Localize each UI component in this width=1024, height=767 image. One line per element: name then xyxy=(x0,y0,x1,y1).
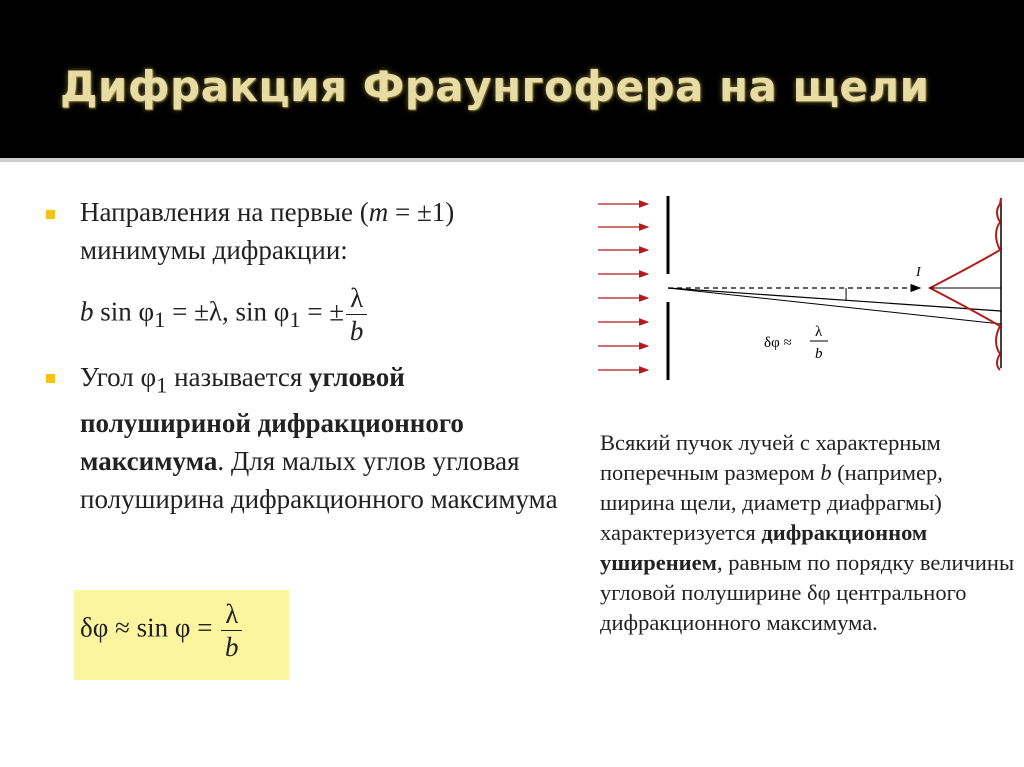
angle-label-denominator: b xyxy=(815,346,823,362)
angle-label: δφ ≈ xyxy=(764,335,792,351)
note-bold-term: дифракционном уширением xyxy=(600,520,928,575)
bullet-1-text xyxy=(80,193,580,269)
slide-title: Дифракция Фраунгофера на щели xyxy=(60,62,930,111)
formula-2-lhs: δφ ≈ sin φ = xyxy=(80,612,220,643)
formula-1-denominator: b xyxy=(349,316,364,346)
formula-2-denominator: b xyxy=(225,632,239,662)
bullet-2-sub: 1 xyxy=(156,372,168,398)
formula-1-b: b xyxy=(80,296,94,327)
bullet-2-post: . Для малых углов угловая полуширина дифракционного максимума xyxy=(80,446,558,515)
bullet-2-bold-term: угловой полушириной дифракционного максимума xyxy=(80,362,464,477)
note-b: b xyxy=(820,460,832,485)
formula-1-sub1: 1 xyxy=(154,307,166,333)
formula-2-fraction xyxy=(221,598,242,663)
formula-1-sin: sin φ xyxy=(93,296,155,327)
diffracted-ray-2 xyxy=(668,288,1001,324)
note-part-1: Всякий пучок лучей с характерным поперечным размером xyxy=(600,430,941,485)
bullet-1-line2: минимумы дифракции: xyxy=(80,235,348,265)
bullet-2-pre: Угол φ xyxy=(80,362,157,392)
bullet-2-mid: называется xyxy=(167,362,309,392)
formula-angular-halfwidth xyxy=(80,598,244,663)
angle-label-numerator: λ xyxy=(815,324,823,340)
side-note xyxy=(600,428,1020,638)
formula-1-eq: = ±λ, sin φ xyxy=(165,296,290,327)
intensity-profile xyxy=(930,198,1001,370)
bullet-marker-2 xyxy=(46,374,55,383)
title-bar xyxy=(0,0,1024,158)
note-part-2: (например, ширина щели, диаметр диафрагмы) характеризуется xyxy=(600,460,943,545)
slit-diffraction-diagram xyxy=(596,192,1016,382)
formula-1-numerator: λ xyxy=(346,282,367,315)
bullet-1-line1-post: = ±1) xyxy=(388,197,455,227)
formula-2-numerator: λ xyxy=(221,598,242,631)
bullet-marker-1 xyxy=(46,210,55,219)
formula-1-fraction xyxy=(346,282,367,347)
bullet-1-m: m xyxy=(368,197,389,227)
incident-rays xyxy=(598,204,648,370)
bullet-2-text xyxy=(80,358,572,518)
title-divider xyxy=(0,158,1024,162)
note-part-3: , равным по порядку величины угловой полуширине δφ центрального дифракционного максимума. xyxy=(600,550,1015,635)
formula-first-minima xyxy=(80,282,369,347)
intensity-label: I xyxy=(916,265,921,280)
formula-1-sub2: 1 xyxy=(289,307,301,333)
bullet-1-line1-pre: Направления на первые ( xyxy=(80,197,369,227)
formula-1-eq2: = ± xyxy=(300,296,345,327)
